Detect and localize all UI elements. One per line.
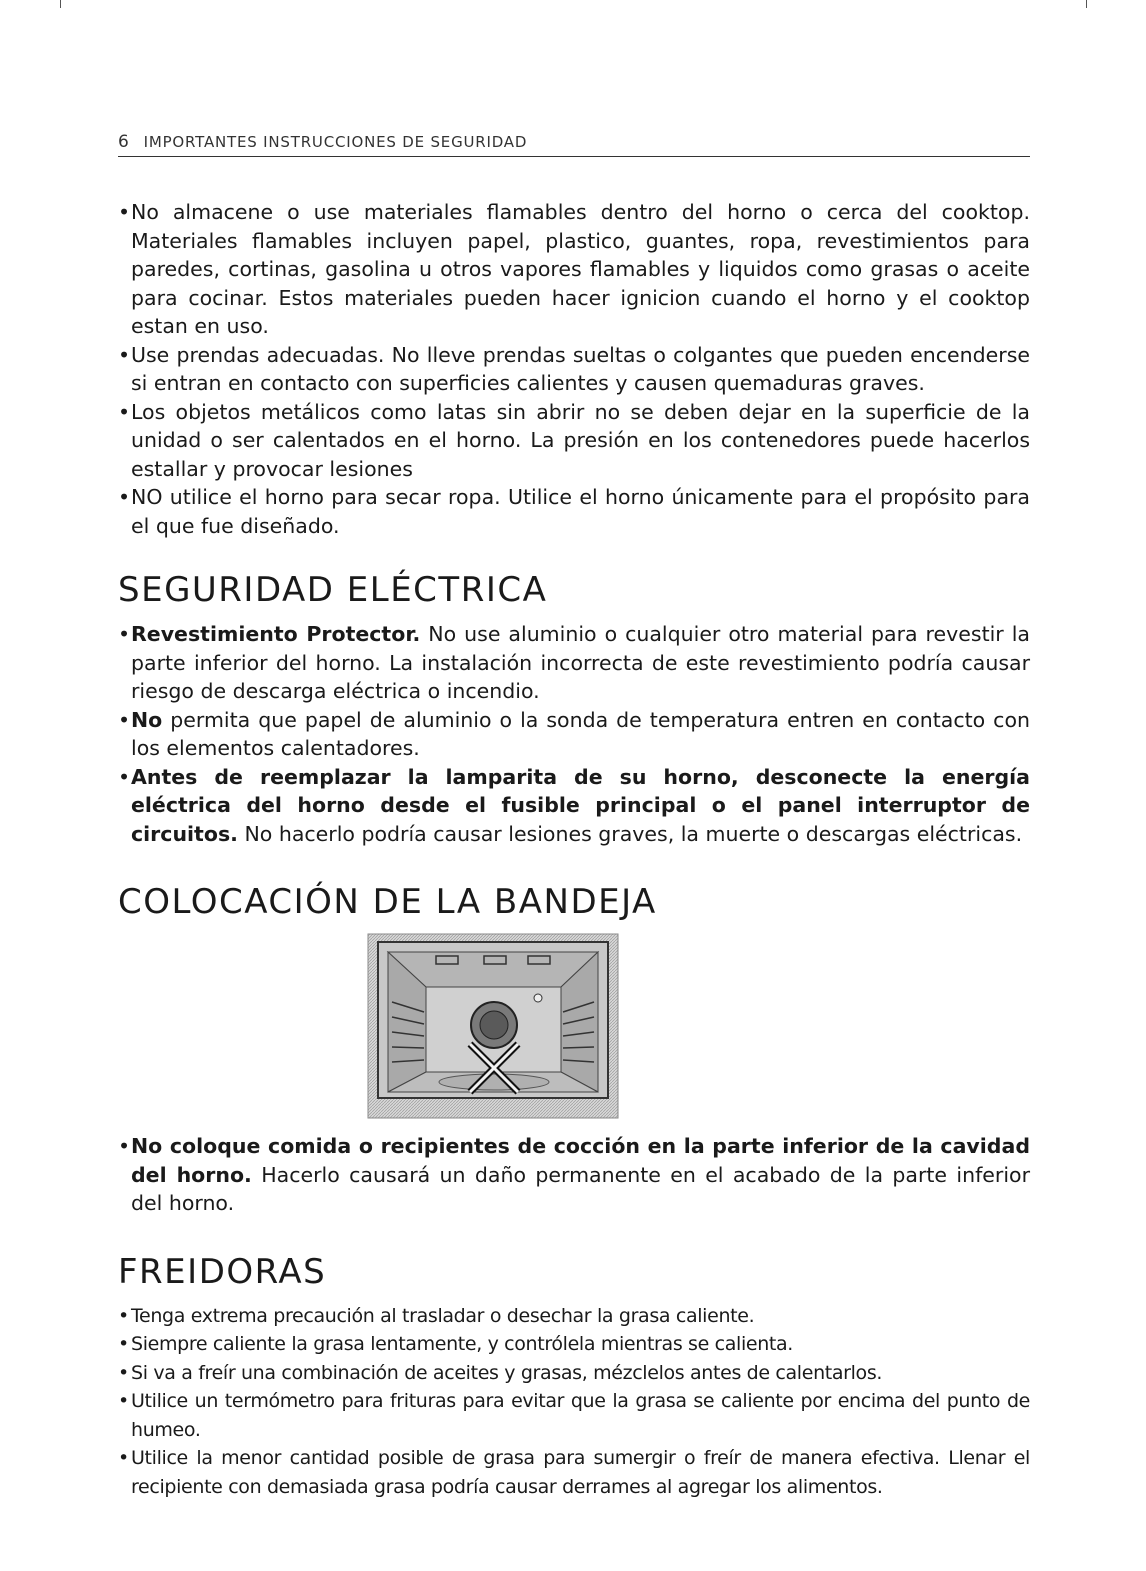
list-item: • Los objetos metálicos como latas sin abrir no se deben dejar en la superficie de la unidad o ser calentados en el horno. La presión en los contenedores puede hacerlos estallar y provocar lesiones <box>118 398 1030 484</box>
section-heading-freidoras: FREIDORAS <box>118 1251 327 1292</box>
page-content <box>118 198 1030 1501</box>
page-header <box>118 132 1030 157</box>
list-item: • Si va a freír una combinación de aceites y grasas, mézclelos antes de calentarlos. <box>118 1359 1030 1388</box>
list-item: • Utilice un termómetro para frituras para evitar que la grasa se caliente por encima del punto de humeo. <box>118 1387 1030 1444</box>
section-heading-seguridad-electrica: SEGURIDAD ELÉCTRICA <box>118 570 548 610</box>
oven-cavity-illustration <box>366 932 621 1120</box>
list-item: • Use prendas adecuadas. No lleve prendas sueltas o colgantes que pueden encenderse si entran en contacto con superficies calientes y causen quemaduras graves. <box>118 341 1030 398</box>
bold-lead: Revestimiento Protector. <box>131 622 421 646</box>
page-number: 6 <box>118 132 130 152</box>
list-item <box>118 706 1030 763</box>
list-item: • Siempre caliente la grasa lentamente, y contrólela mientras se calienta. <box>118 1330 1030 1359</box>
intro-list <box>118 198 1030 540</box>
list-item <box>118 620 1030 706</box>
section-heading-colocacion: COLOCACIÓN DE LA BANDEJA <box>118 882 657 922</box>
colocacion-list <box>118 1132 1030 1218</box>
bold-lead: No <box>131 707 163 732</box>
list-item: • NO utilice el horno para secar ropa. Utilice el horno únicamente para el propósito para el que fue diseñado. <box>118 483 1030 540</box>
freidoras-list <box>118 1302 1030 1502</box>
oven-cavity-figure <box>118 932 1030 1122</box>
bold-lead: Antes de reemplazar la lamparita de su horno, desconecte la energía eléctrica del horno desde el fusible principal o el panel interruptor de circuitos. <box>131 764 1030 846</box>
list-item <box>118 763 1030 849</box>
crop-mark-right <box>1086 0 1087 8</box>
seguridad-list <box>118 620 1030 848</box>
item-text: permita que papel de aluminio o la sonda de temperatura entren en contacto con los elementos calentadores. <box>131 707 1030 760</box>
list-item <box>118 1132 1030 1218</box>
list-item: • Tenga extrema precaución al trasladar o desechar la grasa caliente. <box>118 1302 1030 1331</box>
item-text: Hacerlo causará un daño permanente en el acabado de la parte inferior del horno. <box>131 1162 1031 1215</box>
list-item: • No almacene o use materiales flamables dentro del horno o cerca del cooktop. Materiales flamables incluyen papel, plastico, guantes, ropa, revestimientos para paredes, cortinas, gasolina u otros vapores flamables y liquidos como grasas o aceite para cocinar. Estos materiales pueden hacer ignicion cuando el horno y el cooktop estan en uso. <box>118 198 1030 341</box>
crop-mark-left <box>60 0 61 8</box>
header-title: IMPORTANTES INSTRUCCIONES DE SEGURIDAD <box>143 133 528 151</box>
item-text: No use aluminio o cualquier otro material para revestir la parte inferior del horno. La instalación incorrecta de este revestimiento podría causar riesgo de descarga eléctrica o incendio. <box>131 622 1030 703</box>
list-item: • Utilice la menor cantidad posible de grasa para sumergir o freír de manera efectiva. Llenar el recipiente con demasiada grasa podría causar derrames al agregar los alimentos. <box>118 1444 1030 1501</box>
item-text: No hacerlo podría causar lesiones graves, la muerte o descargas eléctricas. <box>237 821 1023 846</box>
bold-lead: No coloque comida o recipientes de cocción en la parte inferior de la cavidad del horno. <box>131 1134 1030 1187</box>
